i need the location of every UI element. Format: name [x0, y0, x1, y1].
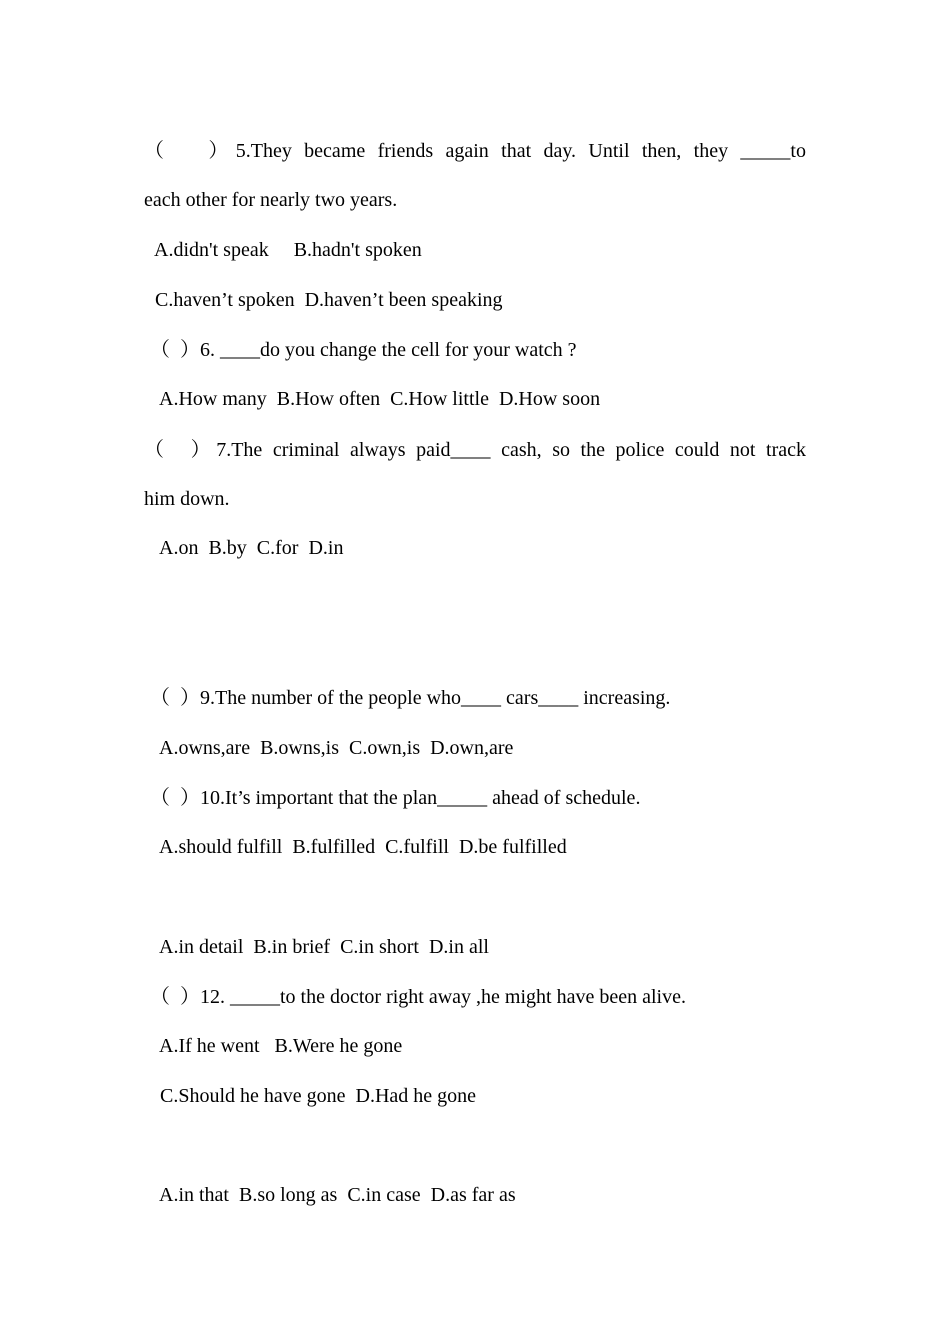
- q5-stem-line-1: （ ）5.They became friends again that day. Until then, they _____to: [144, 140, 806, 162]
- q13-options: A.in that B.so long as C.in case D.as far as: [159, 1184, 516, 1206]
- q11-options: A.in detail B.in brief C.in short D.in all: [159, 936, 489, 958]
- q7-stem-line-2: him down.: [144, 488, 230, 510]
- q6-stem: （ ）6. ____do you change the cell for your watch ?: [150, 339, 577, 361]
- q10-stem: （ ）10.It’s important that the plan_____ ahead of schedule.: [150, 787, 641, 809]
- q5-options-line-2: C.haven’t spoken D.haven’t been speaking: [155, 289, 503, 311]
- q10-options: A.should fulfill B.fulfilled C.fulfill D.be fulfilled: [159, 836, 567, 858]
- q9-options: A.owns,are B.owns,is C.own,is D.own,are: [159, 737, 514, 759]
- q5-options-line-1: A.didn't speak B.hadn't spoken: [154, 239, 422, 261]
- q12-stem: （ ）12. _____to the doctor right away ,he might have been alive.: [150, 986, 686, 1008]
- q9-stem: （ ）9.The number of the people who____ cars____ increasing.: [150, 687, 671, 709]
- q5-stem-line-2: each other for nearly two years.: [144, 189, 398, 211]
- q12-options-line-1: A.If he went B.Were he gone: [159, 1035, 403, 1057]
- q6-options: A.How many B.How often C.How little D.How soon: [159, 388, 601, 410]
- q7-options: A.on B.by C.for D.in: [159, 537, 344, 559]
- q7-stem-line-1: （ ）7.The criminal always paid____ cash, so the police could not track: [144, 439, 806, 461]
- q12-options-line-2: C.Should he have gone D.Had he gone: [160, 1085, 477, 1107]
